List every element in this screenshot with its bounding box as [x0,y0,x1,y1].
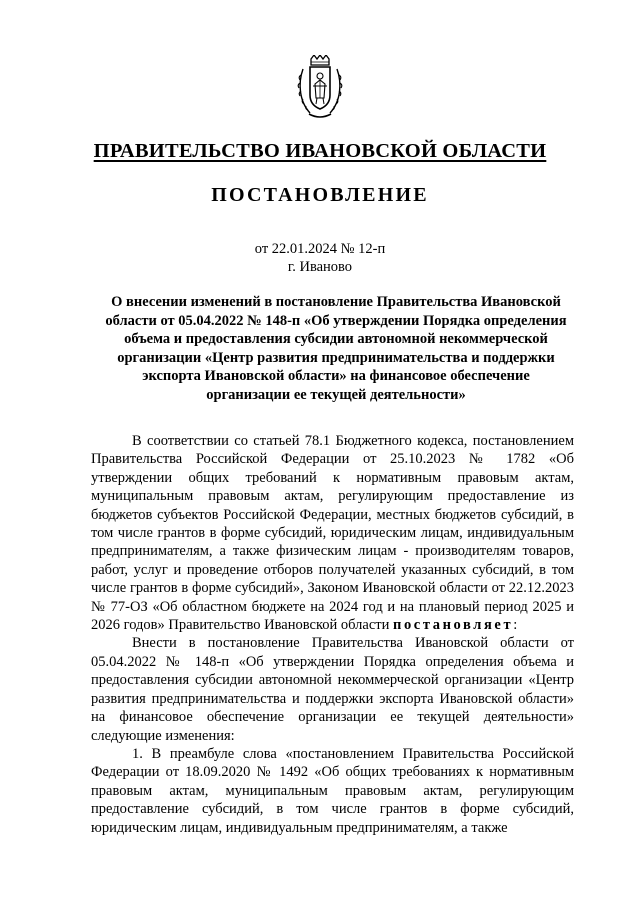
paragraph-preamble [91,432,574,634]
document-title: О внесении изменений в постановление Правительства Ивановской области от 05.04.2022 № 148-п «Об утверждении Порядка определения объема и предоставления субсидии автономной некоммерческой организации «Центр развития предпринимательства и поддержки экспорта Ивановской области» на финансовое обеспечение организации ее текущей деятельности» [105,294,567,403]
document-type: ПОСТАНОВЛЕНИЕ [211,184,429,206]
organization-name: ПРАВИТЕЛЬСТВО ИВАНОВСКОЙ ОБЛАСТИ [93,140,547,162]
preamble-text: В соответствии со статьей 78.1 Бюджетного кодекса, постановлением Правительства Российской Федерации от 25.10.2023 № 1782 «Об утверждении общих требований к нормативным правовым актам, муниципальным правовым актам, регулирующим предоставление из бюджетов субъектов Российской Федерации, местных бюджетов субсидий, в том числе грантов в форме субсидий, юридическим лицам, индивидуальным предпринимателям, а также физическим лицам - производителям товаров, работ, услуг и проведение отборов получателей указанных субсидий, в том числе грантов в форме субсидий», Законом Ивановской области от 22.12.2023 № 77-ОЗ «Об областном бюджете на 2024 год и на плановый период 2025 и 2026 годов» Правительство Ивановской области [91,433,574,634]
paragraph-amend: Внести в постановление Правительства Ивановской области от 05.04.2022 № 148-п «Об утверждении Порядка определения объема и предоставления субсидии автономной некоммерческой организации «Центр развития предпринимательства и поддержки экспорта Ивановской области» на финансовое обеспечение организации ее текущей деятельности» следующие изменения: [91,635,574,744]
city: г. Иваново [287,259,353,275]
resolves-keyword: постановляет [392,617,514,634]
date-block [0,240,640,276]
preamble-colon: : [513,617,518,634]
coat-of-arms-icon [297,55,343,121]
paragraph-item-1: 1. В преамбуле слова «постановлением Правительства Российской Федерации от 18.09.2020 № 1492 «Об общих требованиях к нормативным правовым актам, муниципальным правовым актам, регулирующим предоставление субсидий, в том числе грантов в форме субсидий, юридическим лицам, индивидуальным предпринимателям, а также [91,745,574,836]
document-body [91,432,574,837]
date-number: от 22.01.2024 № 12-п [254,241,386,257]
